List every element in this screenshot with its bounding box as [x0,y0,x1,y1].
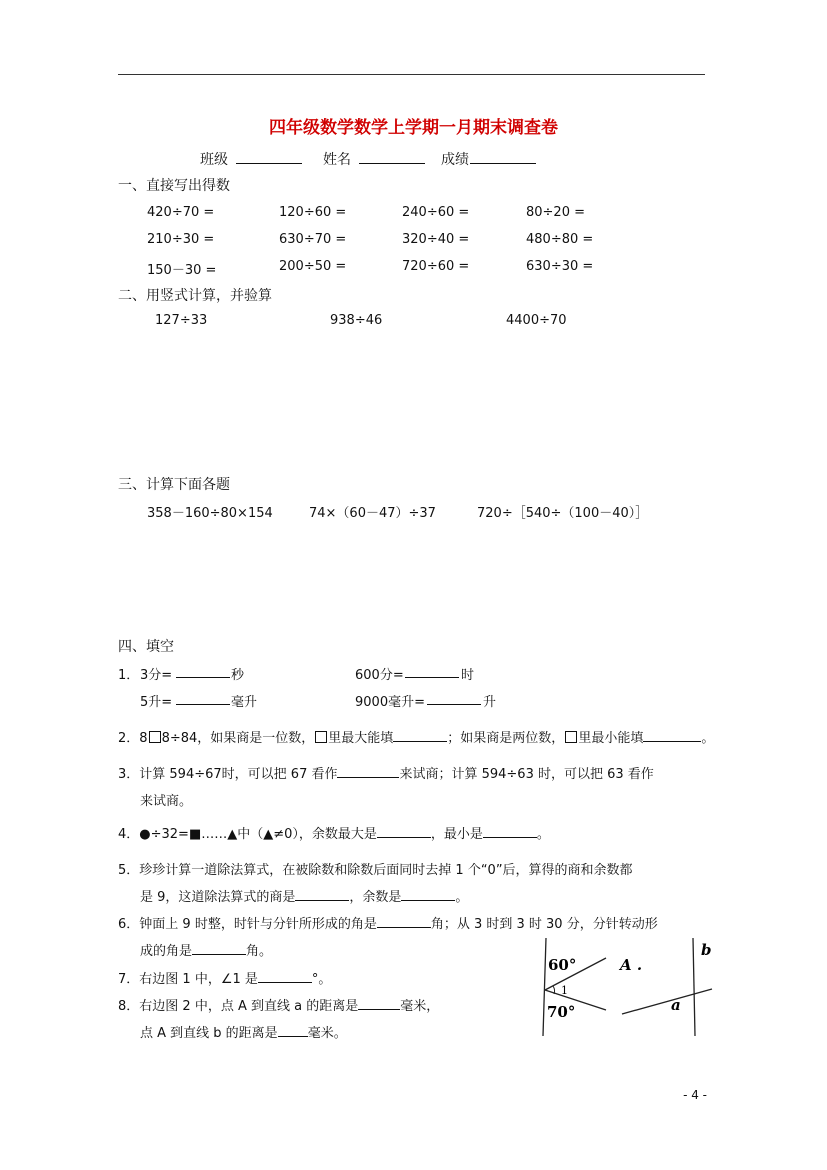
question-8 [118,995,439,1014]
question-3 [118,763,654,782]
calc-item: 480÷80 = [526,232,594,247]
question-8-continued [140,1022,347,1041]
angle-1-label: 1 [561,984,568,997]
answer-blank[interactable] [377,915,431,928]
geometry-figures [520,930,720,1040]
question-text: 8÷84，如果商是一位数， [161,731,315,746]
class-label: 班级 [200,152,228,168]
question-text: 计算 594÷67时，可以把 67 看作 [139,767,338,782]
question-text: 是 9，这道除法算式的商是 [140,890,296,905]
question-number: 5． [118,863,140,878]
unit-label: 秒 [231,668,245,683]
question-text: 点 A 到直线 b 的距离是 [140,1026,278,1041]
answer-blank[interactable] [483,825,537,838]
page-title: 四年级数学数学上学期一月期末调查卷 [269,118,558,138]
section-3-heading: 三、计算下面各题 [118,477,230,493]
answer-blank[interactable] [278,1024,308,1037]
expression-item: 74×（60－47）÷37 [309,506,436,521]
question-text: 来试商；计算 594÷63 时，可以把 63 看作 [399,767,654,782]
answer-blank[interactable] [377,825,431,838]
section-4-heading: 四、填空 [118,639,174,655]
line-b-label: b [701,941,712,959]
question-text: ，余数是 [349,890,402,905]
question-text: 9000毫升= [355,695,425,710]
box-placeholder [149,731,161,743]
name-label: 姓名 [323,152,351,168]
question-text: °。 [311,972,332,987]
answer-blank[interactable] [405,665,459,678]
unit-label: 升 [483,695,497,710]
question-4 [118,823,550,842]
score-label: 成绩 [441,152,469,168]
section-2-heading: 二、用竖式计算，并验算 [118,288,272,304]
question-text: 3分= [140,668,173,683]
question-text: ；如果商是两位数， [447,731,565,746]
answer-blank[interactable] [337,765,399,778]
question-text: 600分= [355,668,404,683]
answer-blank[interactable] [427,692,481,705]
question-text: 角。 [246,944,273,959]
answer-blank[interactable] [643,729,701,742]
question-6-continued [140,940,272,959]
calc-item: 720÷60 = [402,259,470,274]
vertical-calc-item: 938÷46 [330,313,383,328]
question-text: 。 [701,731,715,746]
question-text: 毫米， [400,999,440,1014]
line-a [622,989,712,1014]
answer-blank[interactable] [192,942,246,955]
figure-2-lines [618,938,712,1036]
calc-item: 210÷30 = [147,232,215,247]
calc-item: 200÷50 = [279,259,347,274]
section-1-heading: 一、直接写出得数 [118,178,230,194]
question-7 [118,968,331,987]
vertical-line [543,938,546,1036]
unit-label: 毫升 [231,695,258,710]
question-text: 。 [455,890,469,905]
page-number: - 4 - [683,1088,707,1102]
point-a-label: A . [620,956,643,974]
expression-item: 720÷［540÷（100－40）］ [477,506,649,521]
answer-blank[interactable] [176,665,230,678]
question-number: 1． [118,668,140,683]
answer-blank[interactable] [401,888,455,901]
expression-item: 358－160÷80×154 [147,506,273,521]
question-text: 。 [536,827,550,842]
question-text: 珍珍计算一道除法算式，在被除数和除数后面同时去掉 1 个“0”后，算得的商和余数都 [139,863,633,878]
score-field[interactable] [470,151,536,164]
question-number: 3． [118,767,140,782]
question-text: ，最小是 [430,827,483,842]
calc-item: 120÷60 = [279,205,347,220]
vertical-calc-item: 127÷33 [155,313,208,328]
answer-blank[interactable] [358,997,400,1010]
question-text: 毫米。 [307,1026,347,1041]
angle-top-label: 60° [548,956,577,974]
question-text: 里最小能填 [578,731,644,746]
calc-item: 630÷30 = [526,259,594,274]
question-3-continued: 来试商。 [140,794,193,809]
box-placeholder [315,731,327,743]
answer-blank[interactable] [295,888,349,901]
question-number: 7． [118,972,140,987]
question-text: 成的角是 [140,944,193,959]
calc-item: 320÷40 = [402,232,470,247]
line-a-label: a [671,996,681,1014]
question-5 [118,859,633,878]
question-text: 右边图 1 中，∠1 是 [139,972,258,987]
question-text: 5升= [140,695,173,710]
vertical-calc-item: 4400÷70 [506,313,567,328]
question-number: 8． [118,999,140,1014]
box-placeholder [565,731,577,743]
name-field[interactable] [359,151,425,164]
figure-1-angle [543,938,606,1036]
angle-bottom-label: 70° [547,1003,576,1021]
question-text: ●÷32=■……▲中（▲≠0），余数最大是 [139,827,377,842]
answer-blank[interactable] [176,692,230,705]
header-rule [118,74,705,75]
calc-item: 630÷70 = [279,232,347,247]
answer-blank[interactable] [393,729,447,742]
calc-item: 240÷60 = [402,205,470,220]
question-2 [118,727,714,746]
question-5-continued [140,886,468,905]
question-number: 4． [118,827,140,842]
question-text: 角；从 3 时到 3 时 30 分，分针转动形 [430,917,658,932]
question-text: 钟面上 9 时整，时针与分针所形成的角是 [139,917,377,932]
question-number: 6． [118,917,140,932]
unit-label: 时 [461,668,475,683]
calc-item: 150－30 = [147,263,217,278]
calc-item: 420÷70 = [147,205,215,220]
question-text: 8 [139,731,148,746]
answer-blank[interactable] [258,970,312,983]
class-field[interactable] [236,151,302,164]
calc-item: 80÷20 = [526,205,586,220]
question-number: 2． [118,731,140,746]
question-text: 里最大能填 [328,731,394,746]
line-b [693,938,695,1036]
question-text: 右边图 2 中，点 A 到直线 a 的距离是 [139,999,359,1014]
